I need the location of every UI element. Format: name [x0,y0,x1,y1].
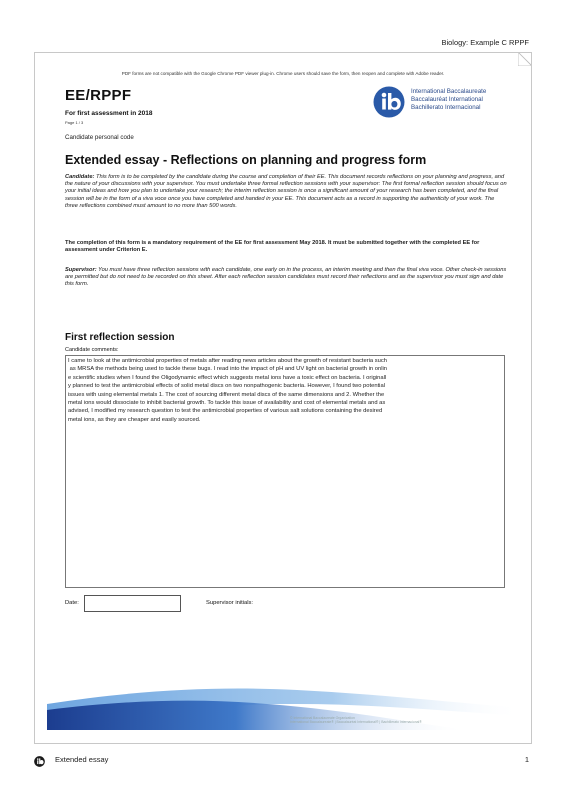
supervisor-lead: Supervisor: [65,267,97,273]
ib-name-fr: Baccalauréat International [411,96,483,103]
supervisor-initials-label: Supervisor initials: [206,600,254,606]
candidate-lead: Candidate: [65,174,95,180]
section-title: First reflection session [65,332,175,343]
form-code: EE/RPPF [65,87,132,104]
date-label: Date: [65,600,79,606]
ib-name-es: Bachillerato Internacional [411,104,481,111]
candidate-comments-field[interactable] [65,355,505,588]
candidate-instructions [65,174,507,210]
comment-line: advised, I modified my research question to test the antimicrobial properties of various salt solutions containing the desired [68,408,383,415]
footer-page-number: 1 [524,755,529,764]
candidate-instructions-text: This form is to be completed by the candidate during the course and completion of their EE. This document records reflections on your planning and progress, and the nature of your discussions with your supervisor. You must undertake three formal reflection sessions with your supervisor: The first formal reflection session should focus on your initial ideas and how you plan to undertake your research; the interim reflection session is once a significant amount of your research has been completed, and the final session will be in the form of a viva voce once you have completed and handed in your EE. This document acts as a record in supporting the authenticity of your work. The three reflections combined must amount to no more than 500 words. [65,174,507,209]
supervisor-instructions-text: You must have three reflection sessions with each candidate, one early on in the process, an interim meeting and then the final viva voce. Other check-in sessions are permitted but do not need to be recorded on this sheet. After each reflection session candidates must record their reflections and as the supervisor you must sign and date this form. [65,267,507,288]
pdf-compatibility-note: PDF forms are not compatible with the Google Chrome PDF viewer plug-in. Chrome users should save the form, then reopen and complete with Adobe reader. [121,71,445,76]
copyright-line: © International Baccalaureate Organization [290,716,355,720]
comment-line: I came to look at the antimicrobial properties of metals after reading news articles about the growth of resistant bacteria such [68,358,387,364]
comment-line: metal ions would dissociate to inhibit bacterial growth. To tackle this issue of availability and cost of elemental metals and as [68,400,386,407]
comment-line: e scientific studies when I found the Oligodynamic effect which suggests metal ions have a toxic effect on bacteria. I originall [68,374,387,381]
copyright-line: International Baccalaureate® | Baccalauréat International® | Bachillerato Internacional® [290,720,422,725]
form-page [34,52,532,744]
page-fold-corner [518,52,532,66]
ib-organization-names [411,88,486,112]
footer-title: Extended essay [55,755,109,764]
comment-line: as MRSA the methods being used to tackle these bugs. I read into the impact of pH and UV light on bacterial growth in onlin [68,366,388,373]
comment-line: y planned to test the antimicrobial effects of solid metal discs on two nonpathogenic bacteria. However, I found two potential [68,383,385,390]
comment-line: issues with using elemental metals 1. The cost of sourcing different metal discs of the same dimensions and 2. Whether the [68,391,385,398]
ib-footer-icon [34,754,45,765]
ib-footer-banner [47,682,523,732]
comment-line: metal ions, as they are cheaper and easily sourced. [68,416,201,423]
first-assessment-label: For first assessment in 2018 [65,110,153,117]
page-number: Page 1 / 3 [65,120,84,125]
candidate-code-label: Candidate personal code [65,134,134,141]
mandatory-notice: The completion of this form is a mandatory requirement of the EE for first assessment May 2018. It must be submitted together with the completed EE for assessment under Criterion E. [65,240,480,254]
document-label: Biology: Example C RPPF [441,38,529,47]
form-title: Extended essay - Reflections on planning and progress form [65,153,427,167]
candidate-comments-label: Candidate comments: [65,347,119,353]
supervisor-instructions [65,267,507,289]
copyright-text [290,716,422,725]
date-field[interactable] [84,595,181,612]
ib-logo-icon [373,86,405,118]
ib-name-en: International Baccalaureate [411,88,487,95]
